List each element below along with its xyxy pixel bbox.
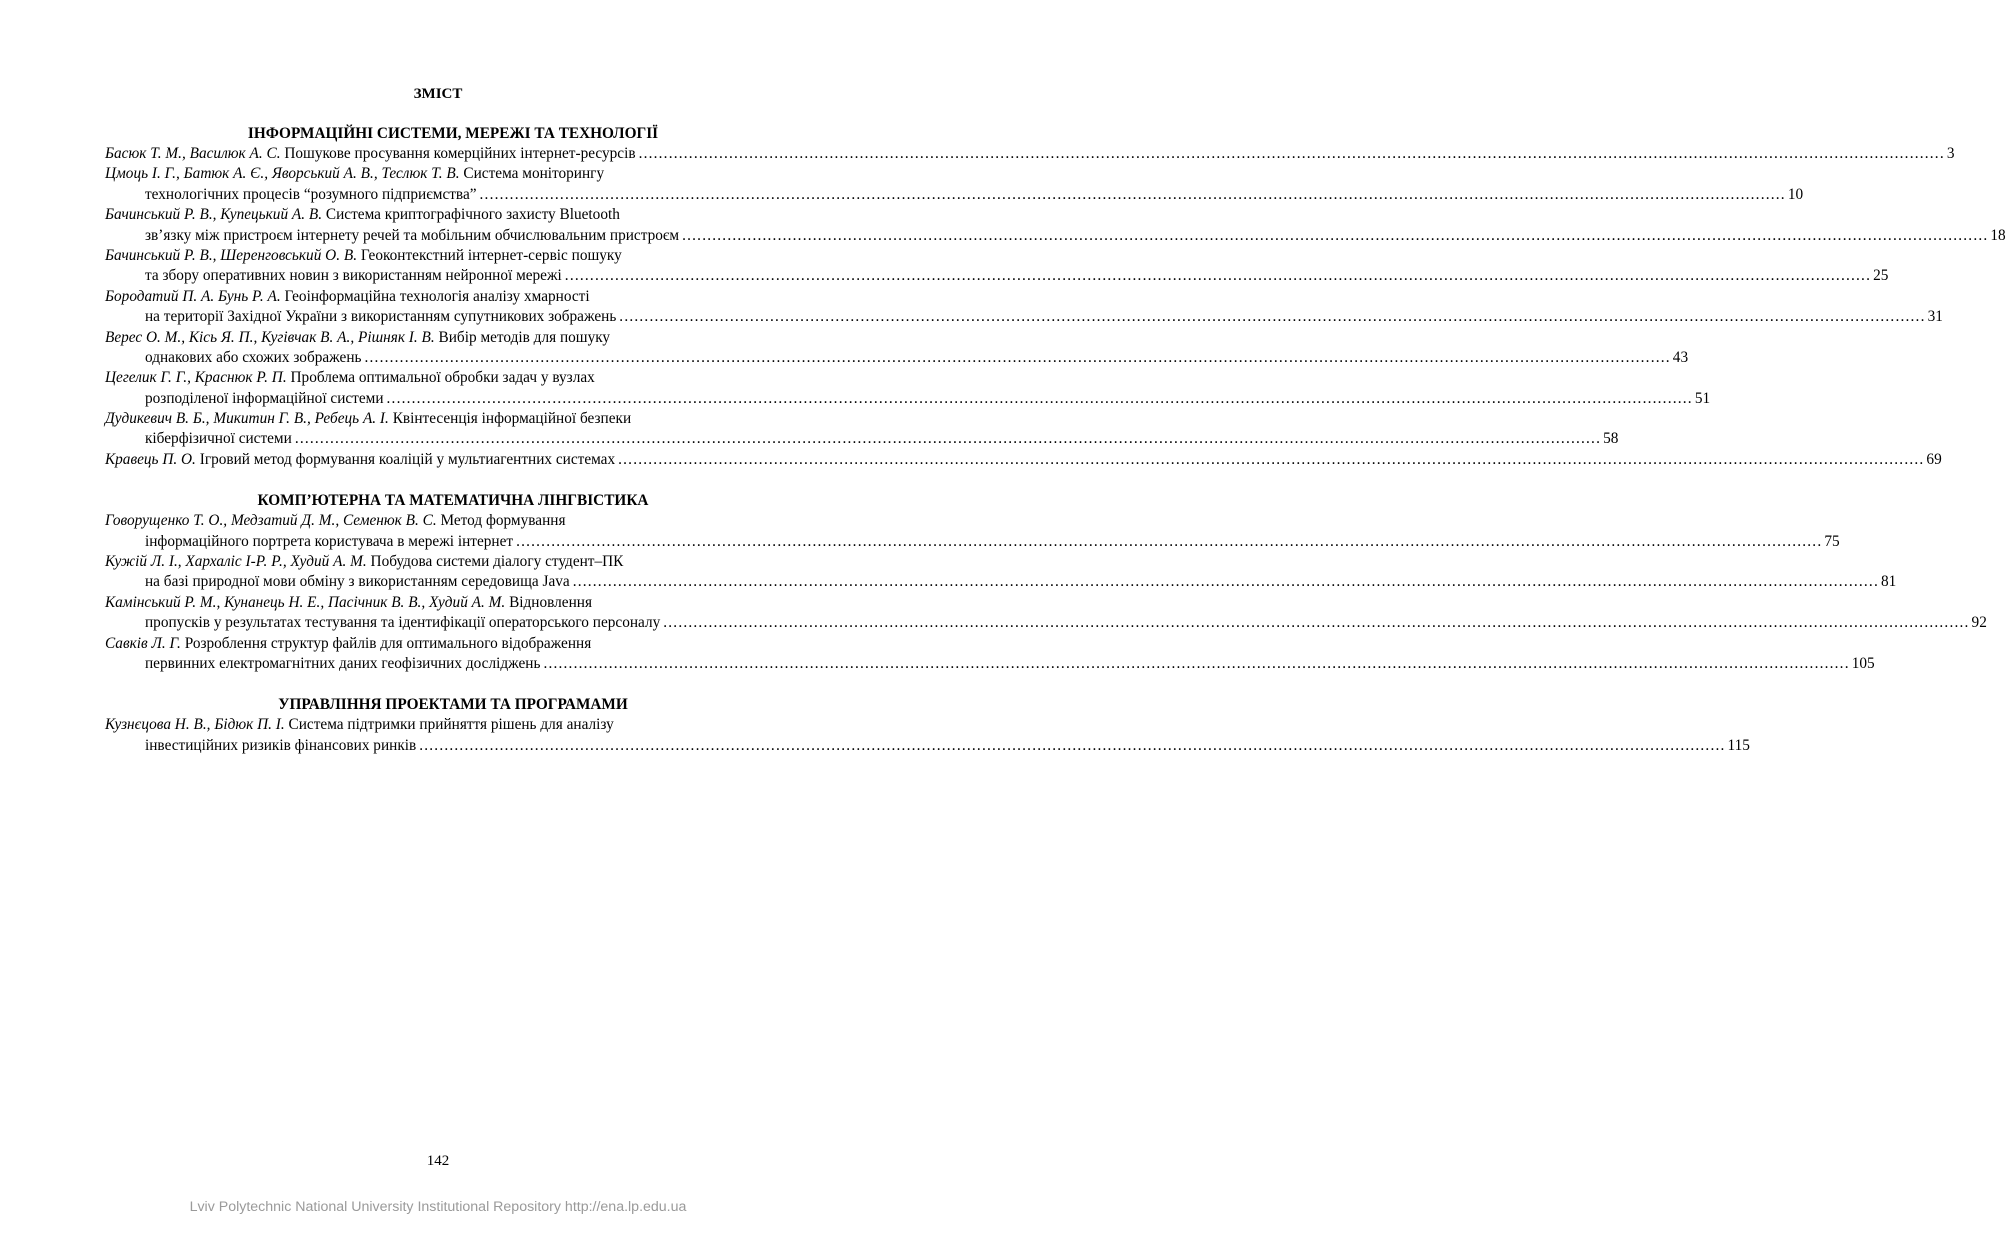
table-of-contents <box>105 124 2006 756</box>
entry-authors: Цегелик Г. Г., Краснюк Р. П. <box>105 369 287 387</box>
entry-page-number: 25 <box>1873 267 1889 285</box>
entry-authors: Кузнєцова Н. В., Бідюк П. І. <box>105 716 285 734</box>
section-heading: КОМП’ЮТЕРНА ТА МАТЕМАТИЧНА ЛІНГВІСТИКА <box>257 492 649 510</box>
dot-leader: .................................................................................................................................................................................................................................................................... <box>364 348 1671 366</box>
entry-title-text: Пошукове просування комерційних інтернет-ресурсів <box>284 145 636 162</box>
entry-authors: Бачинський Р. В., Шеренговський О. В. <box>105 246 358 264</box>
toc-entry[interactable] <box>105 450 1942 470</box>
toc-entry[interactable] <box>105 511 1840 552</box>
entry-page-number: 31 <box>1927 308 1943 326</box>
entry-title-text: Проблема оптимальної обробки задач у вузлах <box>290 369 595 387</box>
entry-authors: Кравець П. О. <box>105 450 196 468</box>
entry-title-text: зв’язку між пристроєм інтернету речей та мобільним обчислювальним пристроєм <box>145 226 680 244</box>
entry-authors: Кужій Л. І., Хархаліс І-Р. Р., Худий А. М. <box>105 553 367 571</box>
entry-authors: Камінський Р. М., Кунанець Н. Е., Пасічник В. В., Худий А. М. <box>105 593 506 611</box>
entry-title-text: Геоконтекстний інтернет-сервіс пошуку <box>360 246 622 264</box>
entry-page-number: 51 <box>1694 389 1711 407</box>
entry-authors: Бачинський Р. В., Купецький А. В. <box>105 206 323 224</box>
entry-title-text: Ігровий метод формування коаліцій у мультиагентних системах <box>199 450 616 468</box>
dot-leader: .................................................................................................................................................................................................................................................................... <box>619 308 1926 326</box>
toc-entry[interactable] <box>105 409 1619 450</box>
section-heading: ІНФОРМАЦІЙНІ СИСТЕМИ, МЕРЕЖІ ТА ТЕХНОЛОГІЇ <box>247 125 659 142</box>
entry-title-text: та збору оперативних новин з використанням нейронної мережі <box>145 267 562 285</box>
entry-page-number: 81 <box>1880 573 1897 591</box>
entry-title-text: Квінтесенція інформаційної безпеки <box>392 410 632 428</box>
entry-title-text: на базі природної мови обміну з використанням середовища Java <box>145 573 570 591</box>
entry-page-number: 3 <box>1946 145 1955 162</box>
entry-title-text: Відновлення <box>509 593 592 611</box>
entry-title-text: Побудова системи діалогу студент–ПК <box>370 553 624 571</box>
entry-page-number: 105 <box>1851 654 1875 672</box>
entry-title-text: технологічних процесів “розумного підприємства” <box>145 185 477 203</box>
entry-page-number: 18 <box>1990 226 2006 244</box>
dot-leader: .................................................................................................................................................................................................................................................................... <box>564 267 1872 285</box>
entry-page-number: 75 <box>1824 532 1840 550</box>
section-heading: УПРАВЛІННЯ ПРОЕКТАМИ ТА ПРОГРАМАМИ <box>278 696 628 714</box>
dot-leader: .................................................................................................................................................................................................................................................................... <box>479 185 1786 203</box>
toc-section <box>105 491 1987 674</box>
toc-entry[interactable] <box>105 715 1750 756</box>
dot-leader: .................................................................................................................................................................................................................................................................... <box>663 614 1970 632</box>
entry-page-number: 115 <box>1727 736 1750 754</box>
entry-authors: Говорущенко Т. О., Медзатий Д. М., Семенюк В. С. <box>105 512 437 530</box>
toc-entry[interactable] <box>105 368 1711 409</box>
entry-page-number: 69 <box>1926 450 1942 468</box>
entry-authors: Дудикевич В. Б., Микитин Г. В., Ребець А. І. <box>105 410 389 428</box>
dot-leader: .................................................................................................................................................................................................................................................................... <box>618 450 1925 468</box>
entry-title-text: Геоінформаційна технологія аналізу хмарності <box>284 287 590 305</box>
entry-title-text: Система криптографічного захисту Bluetooth <box>325 206 620 224</box>
entry-page-number: 92 <box>1971 614 1987 632</box>
entry-authors: Басюк Т. М., Василюк А. С. <box>105 145 281 162</box>
entry-page-number: 43 <box>1672 348 1689 366</box>
entry-title-text: Система підтримки прийняття рішень для аналізу <box>288 716 614 734</box>
toc-section <box>105 124 2006 470</box>
entry-title-text: Розроблення структур файлів для оптимального відображення <box>184 634 592 652</box>
page-number: 142 <box>426 1153 450 1169</box>
entry-title-text: на території Західної України з використанням супутникових зображень <box>145 308 617 326</box>
entry-title-text: Метод формування <box>440 512 566 530</box>
entry-title-text: інформаційного портрета користувача в мережі інтернет <box>145 532 514 550</box>
entry-authors: Верес О. М., Кісь Я. П., Кугівчак В. А., Рішняк І. В. <box>105 328 435 346</box>
entry-authors: Савків Л. Г. <box>105 634 181 652</box>
entry-title-text: Вибір методів для пошуку <box>438 328 611 346</box>
entry-page-number: 58 <box>1603 430 1619 448</box>
dot-leader: .................................................................................................................................................................................................................................................................... <box>516 532 1823 550</box>
entry-authors: Бородатий П. А. Бунь Р. А. <box>105 287 281 305</box>
dot-leader: .................................................................................................................................................................................................................................................................... <box>294 430 1602 448</box>
toc-section <box>105 695 1750 756</box>
toc-entry[interactable] <box>105 328 1689 369</box>
dot-leader: .................................................................................................................................................................................................................................................................... <box>682 226 1989 244</box>
toc-entry[interactable] <box>105 144 1955 164</box>
entry-title-text: кіберфізичної системи <box>145 430 292 448</box>
toc-entry[interactable] <box>105 164 1804 205</box>
dot-leader: .................................................................................................................................................................................................................................................................... <box>572 573 1879 591</box>
entry-page-number: 10 <box>1787 185 1804 203</box>
entry-authors: Цмоць І. Г., Батюк А. Є., Яворський А. В., Теслюк Т. В. <box>105 165 460 183</box>
entry-title-text: розподіленої інформаційної системи <box>145 389 384 407</box>
entry-title-text: інвестиційних ризиків фінансових ринків <box>145 736 417 754</box>
toc-entry[interactable] <box>105 552 1897 593</box>
dot-leader: .................................................................................................................................................................................................................................................................... <box>543 654 1850 672</box>
toc-entry[interactable] <box>105 593 1987 634</box>
entry-title-text: однакових або схожих зображень <box>145 348 362 366</box>
entry-title-text: пропусків у результатах тестування та ідентифікації операторського персоналу <box>145 614 661 632</box>
toc-entry[interactable] <box>105 287 1943 328</box>
dot-leader: .................................................................................................................................................................................................................................................................... <box>386 389 1693 407</box>
page-title: ЗМІСТ <box>413 86 463 102</box>
toc-entry[interactable] <box>105 634 1875 675</box>
dot-leader: .................................................................................................................................................................................................................................................................... <box>638 145 1945 162</box>
entry-title-text: первинних електромагнітних даних геофізичних досліджень <box>145 654 541 672</box>
dot-leader: .................................................................................................................................................................................................................................................................... <box>419 736 1726 754</box>
toc-entry[interactable] <box>105 205 2006 246</box>
entry-title-text: Система моніторингу <box>463 165 605 183</box>
toc-entry[interactable] <box>105 246 1889 287</box>
repository-footer: Lviv Polytechnic National University Institutional Repository http://ena.lp.edu.ua <box>189 1199 687 1215</box>
